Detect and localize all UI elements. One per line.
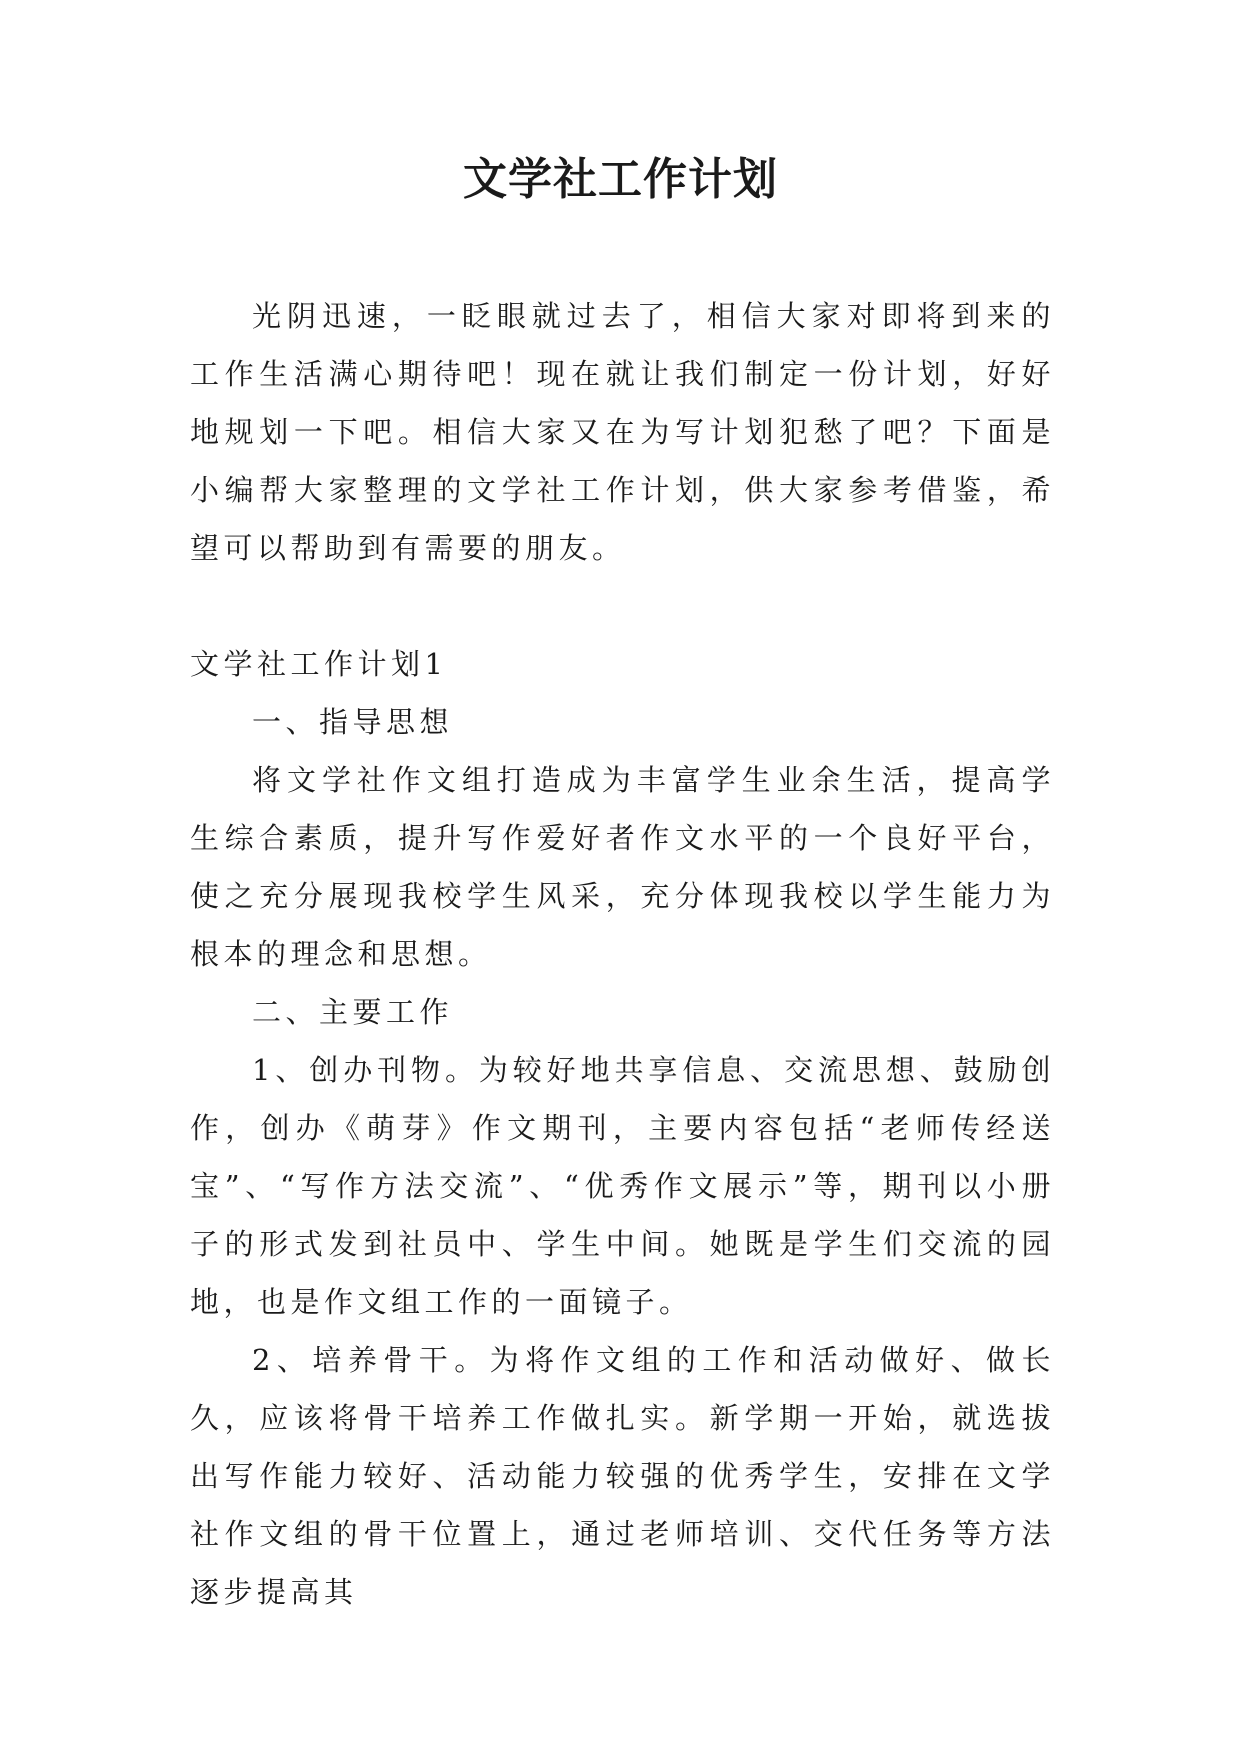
heading-guiding-ideology: 一、指导思想 [252,705,454,739]
heading-main-work: 二、主要工作 [252,995,454,1029]
intro-block [190,287,1055,577]
intro-paragraph: 光阴迅速，一眨眼就过去了，相信大家对即将到来的工作生活满心期待吧！现在就让我们制定一份计划，好好地规划一下吧。相信大家又在为写计划犯愁了吧？下面是小编帮大家整理的文学社工作计划，供大家参考借鉴，希望可以帮助到有需要的朋友。 [190,299,1055,565]
section-block [190,635,1055,1621]
paragraph-create-publication: 1、创办刊物。为较好地共享信息、交流思想、鼓励创作，创办《萌芽》作文期刊，主要内容包括“老师传经送宝”、“写作方法交流”、“优秀作文展示”等，期刊以小册子的形式发到社员中、学生中间。她既是学生们交流的园地，也是作文组工作的一面镜子。 [190,1053,1055,1319]
document-title: 文学社工作计划 [463,154,778,205]
section-heading: 文学社工作计划1 [190,647,448,681]
paragraph-guiding-ideology: 将文学社作文组打造成为丰富学生业余生活，提高学生综合素质，提升写作爱好者作文水平的一个良好平台，使之充分展现我校学生风采，充分体现我校以学生能力为根本的理念和思想。 [190,763,1055,971]
paragraph-train-backbone: 2、培养骨干。为将作文组的工作和活动做好、做长久，应该将骨干培养工作做扎实。新学期一开始，就选拔出写作能力较好、活动能力较强的优秀学生，安排在文学社作文组的骨干位置上，通过老师培训、交代任务等方法逐步提高其 [190,1343,1055,1609]
